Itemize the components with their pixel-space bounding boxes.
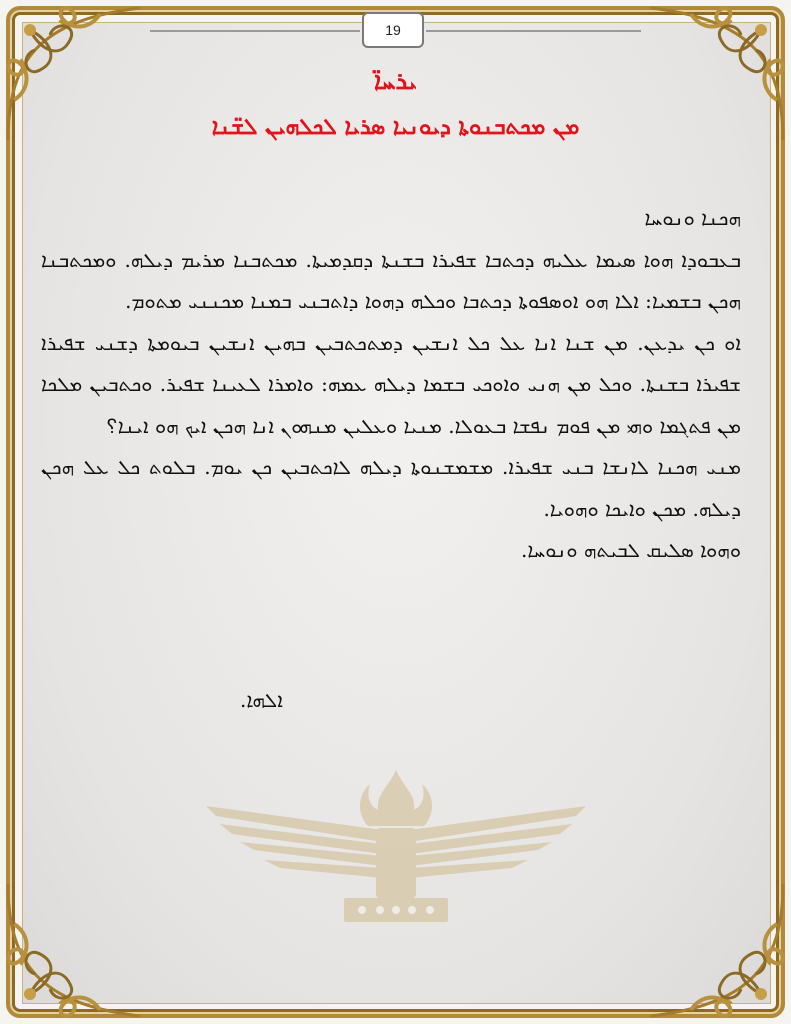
paragraph: ܒܥܒܘܕܐ ܗܘܐ ܣܝܡܐ ܥܠܝܗ ܕܟܬܒܐ ܫܦܝܪܐ ܒܫܢܬܐ ܕܩܕܡܝܬܐ. ܡܟܬܒܢܐ ܡܪܝܡ ܕܝܠܗ. ܘܡܟܬܒܢܐ ܗܟܢ ܒܫܡܝܐ: ܐܠܐ ܗܘ ܐܘܣܦܘܬܐ ܕܟܬܒܐ ܘܟܠܗ ܕܗܘܐ ܕܐܬܒܢܝ ܒܡܢܐ ܡܟܢܢܝ ܡܬܘܡ. — [41, 247, 741, 313]
signature: ܐܠܗܐ. — [240, 688, 283, 712]
corner-ornament-icon — [641, 874, 791, 1024]
page-title: ܝܪܚܐ̈ — [374, 66, 417, 95]
body-text — [41, 198, 741, 572]
paragraph: ܘܗܘܐ ܣܠܝܩ ܠܒܝܬܗ ܘܢܘܚܐ. — [521, 538, 741, 562]
page-number: 19 — [362, 12, 424, 48]
header-rule-left — [150, 30, 360, 32]
corner-ornament-icon — [0, 874, 150, 1024]
paragraph: ܡܢܝ ܗܟܢܐ ܠܐܢܫܐ ܒܢܝ ܫܦܝܪܐ. ܡܫܡܫܢܘܬܐ ܕܝܠܗ ܠܐܟܬܒܝܢ ܟܢ ܝܘܡ. ܒܠܘܬ ܟܠ ܥܠ ܗܟܢ ܕܝܠܗ. ܡܟܢ ܘܐܝܟܐ ܘܗܘܝܐ. — [41, 455, 741, 521]
page-subtitle: ܡܢ ܡܟܬܒܢܘܬܐ ܕܝܘܢܝܐ ܣܪܝܐ ܠܟܠܗܝܢ ܠܫ̈ܢܐ — [211, 114, 580, 140]
paragraph: ܗܟܢܐ ܘܢܘܚܐ — [644, 206, 741, 230]
paragraph: ܐܘ ܟܢ ܝܕܥܢ. ܡܢ ܫܢܐ ܐܢܐ ܥܠ ܟܠ ܐܢܫܝܢ ܕܡܬܟܬܒܝܢ ܒܗܝܢ ܐܢܫܝܢ ܒܝܘܡܬܐ ܕܫܢܝ ܫܦܝܪܐ ܫܦܝܪܐ ܒܫܢܬܐ. ܘܟܠ ܡܢ ܗܢܝ ܘܐܘܟܝ ܒܫܡܐ ܕܝܠܗ ܥܡܗ: ܘܐܡܪܐ ܠܥܝܢܐ ܫܦܝܪ. ܘܟܬܒܝܢ ܡܠܟܐ ܡܢ ܦܬܓܡܐ ܘܗܝ ܡܢ ܦܘܡ ܢܦܫܐ ܒܥܘܠܐ. ܡܢܝܐ ܘܥܠܝܢ ܡܢܗܘܢ ܐܢܐ ܗܟܢ ܐܝܟ ܗܘ ܐܝܢܐ؟ — [41, 330, 741, 438]
header-rule-right — [426, 30, 641, 32]
winged-emblem-icon — [206, 770, 586, 930]
